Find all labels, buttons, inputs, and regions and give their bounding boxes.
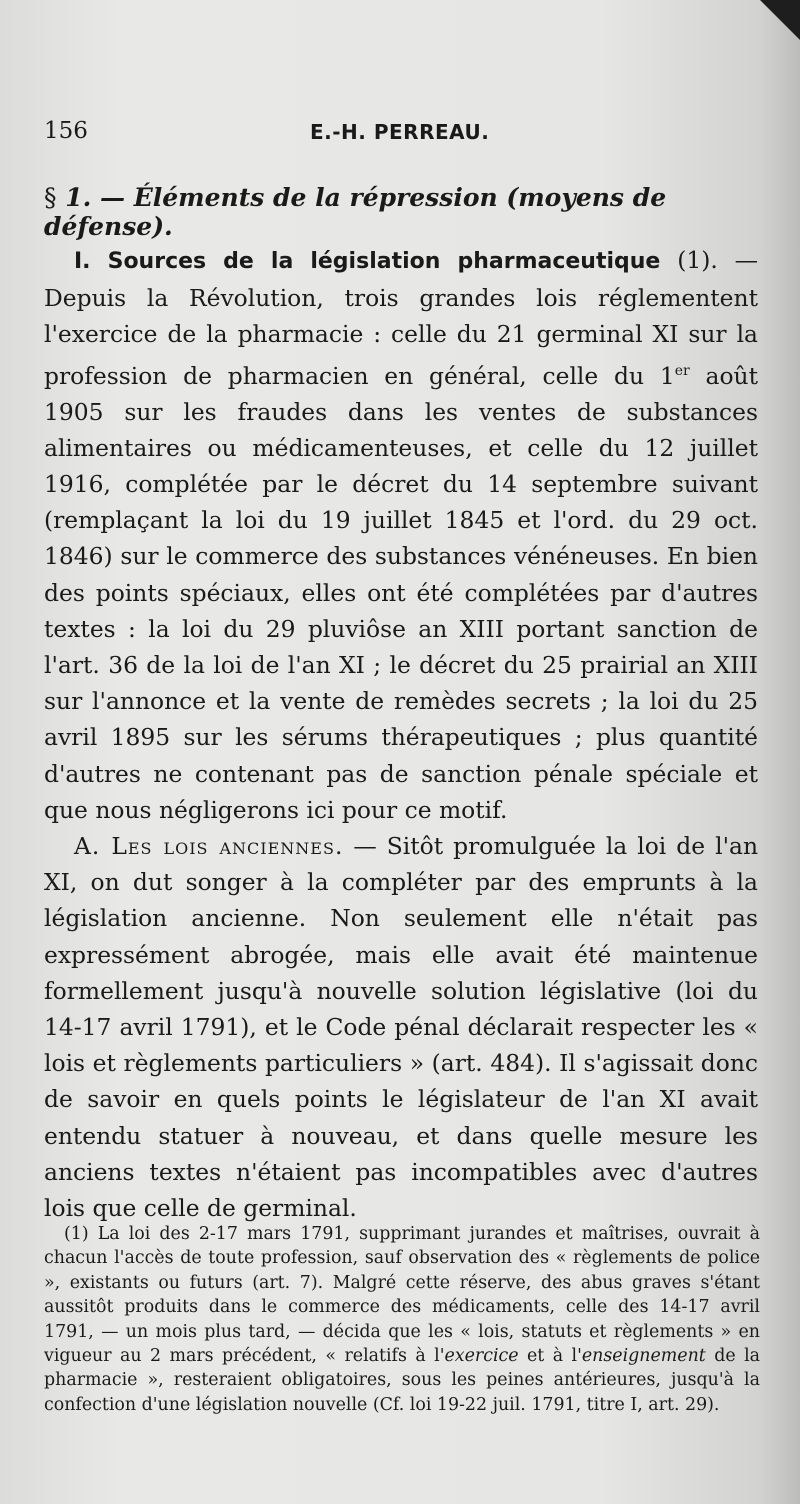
section-symbol: § bbox=[44, 183, 57, 212]
footnote-part: et à l' bbox=[518, 1346, 582, 1367]
body-text bbox=[44, 242, 758, 1226]
footnote-part: (1) La loi des 2-17 mars 1791, supprimant jurandes et maîtrises, ouvrait à chacun l'accès de toute profession, sauf observation des « règlements de police », existants ou futurs (art. 7). Malgré cette réserve, des abus graves s'étant aussitôt produits dans le commerce des médicaments, celle des 14-17 avril 1791, — un mois plus tard, — décida que les « lois, statuts et règlements » en vigueur au 2 mars précédent, « relatifs à l' bbox=[44, 1224, 760, 1367]
page-header bbox=[44, 118, 756, 158]
running-head: E.-H. PERREAU. bbox=[310, 120, 490, 144]
footnote bbox=[44, 1222, 760, 1417]
paragraph-lead: I. Sources de la législation pharmaceutique bbox=[74, 249, 661, 274]
paragraph-sources bbox=[44, 242, 758, 828]
section-heading bbox=[44, 183, 764, 241]
footnote-part: de la pharmacie », resteraient obligatoires, sous les peines antérieures, jusqu'à la confection d'une législation nouvelle (Cf. loi 19-22 juil. 1791, titre I, art. 29). bbox=[44, 1346, 761, 1415]
page-corner-shadow bbox=[760, 0, 800, 40]
superscript: er bbox=[674, 362, 690, 379]
paragraph-text-continued: août 1905 sur les fraudes dans les ventes de substances alimentaires ou médicamenteuses, et celle du 12 juillet 1916, complétée par le décret du 14 septembre suivant (remplaçant la loi du 19 juillet 1845 et l'ord. du 29 oct. 1846) sur le commerce des substances vénéneuses. En bien des points spéciaux, elles ont été complétées par d'autres textes : la loi du 29 pluviôse an XIII portant sanction de l'art. 36 de la loi de l'an XI ; le décret du 25 prairial an XIII sur l'annonce et la vente de remèdes secrets ; la loi du 25 avril 1895 sur les sérums thérapeutiques ; plus quantité d'autres ne contenant pas de sanction pénale spéciale et que nous négligerons ici pour ce motif. bbox=[44, 361, 758, 824]
paragraph-text: — Depuis la Révolution, trois grandes lois réglementent l'exercice de la pharmacie : celle du 21 germinal XI sur la profession de pharmacien en général, celle du 1 bbox=[44, 246, 759, 390]
paragraph-lois-anciennes bbox=[44, 828, 758, 1226]
paragraph-lead: A. Les lois anciennes. bbox=[74, 832, 344, 861]
page-number: 156 bbox=[44, 118, 88, 144]
footnote-emphasis: exercice bbox=[444, 1346, 519, 1367]
footnote-text bbox=[44, 1222, 760, 1417]
footnote-reference: (1). bbox=[677, 246, 718, 274]
section-heading-text: 1. — Éléments de la répression (moyens de défense). bbox=[44, 183, 667, 241]
footnote-emphasis: enseignement bbox=[581, 1346, 706, 1367]
paragraph-text: — Sitôt promulguée la loi de l'an XI, on dut songer à la compléter par des emprunts à la législation ancienne. Non seulement elle n'était pas expressément abrogée, mais elle avait été maintenue formellement jusqu'à nouvelle solution législative (loi du 14-17 avril 1791), et le Code pénal déclarait respecter les « lois et règlements particuliers » (art. 484). Il s'agissait donc de savoir en quels points le législateur de l'an XI avait entendu statuer à nouveau, et dans quelle mesure les anciens textes n'étaient pas incompatibles avec d'autres lois que celle de germinal. bbox=[44, 832, 759, 1223]
